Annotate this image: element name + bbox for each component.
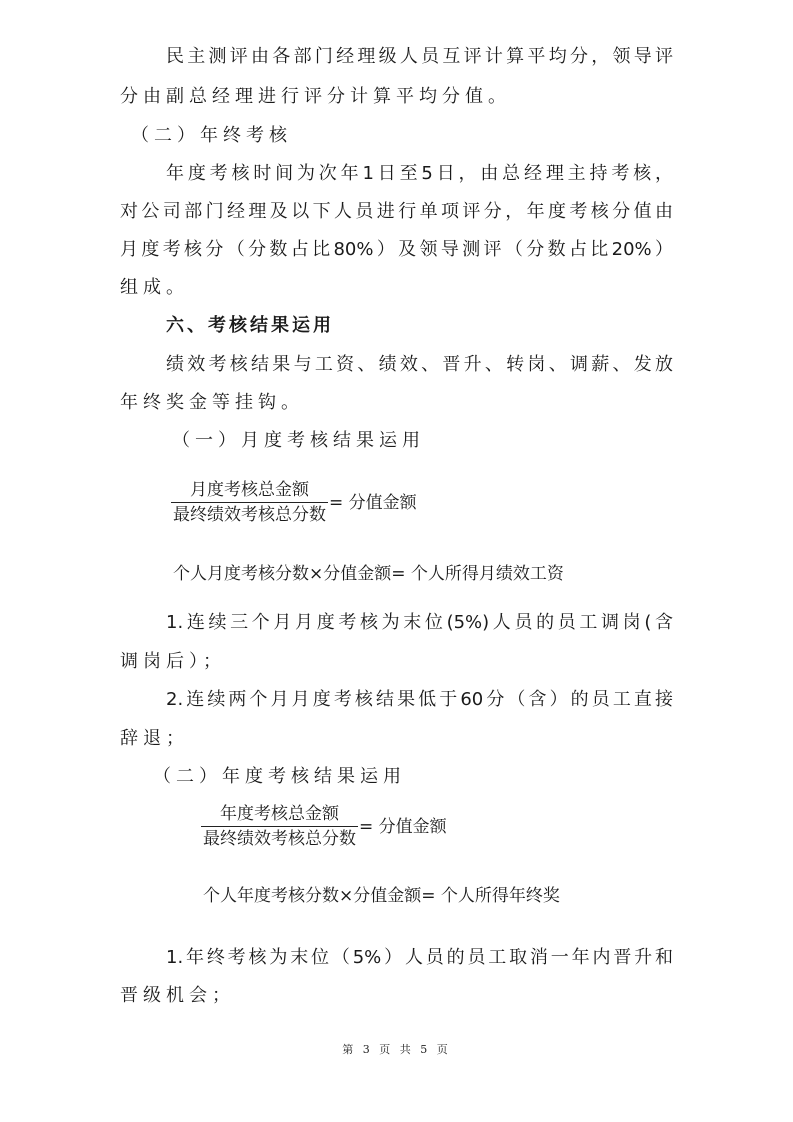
paragraph-line: 年度考核时间为次年1日至5日，由总经理主持考核， <box>166 163 673 184</box>
fraction-denominator: 最终绩效考核总分数 <box>173 505 326 525</box>
list-item-line: 晋级机会； <box>120 985 235 1006</box>
page-number-footer: 第 3 页 共 5 页 <box>342 1043 451 1056</box>
subsection-heading: （二）年度考核结果运用 <box>153 766 406 787</box>
list-item-line: 辞退； <box>120 728 189 749</box>
list-item-line: 2.连续两个月月度考核结果低于60分（含）的员工直接 <box>166 689 673 710</box>
formula-result: = 分值金额 <box>329 492 417 513</box>
paragraph-line: 组成。 <box>120 277 189 298</box>
section-heading: 六、考核结果运用 <box>166 315 334 336</box>
fraction-numerator: 年度考核总金额 <box>201 804 358 827</box>
fraction-numerator: 月度考核总金额 <box>171 480 328 503</box>
paragraph-line: 月度考核分（分数占比80%）及领导测评（分数占比20%） <box>120 239 673 260</box>
subsection-heading: （一）月度考核结果运用 <box>172 430 425 451</box>
list-item-line: 1.年终考核为末位（5%）人员的员工取消一年内晋升和 <box>166 947 673 968</box>
paragraph-line: 绩效考核结果与工资、绩效、晋升、转岗、调薪、发放 <box>166 354 673 375</box>
paragraph-line: 分由副总经理进行评分计算平均分值。 <box>120 86 511 107</box>
annual-fraction-formula <box>203 804 447 849</box>
monthly-product-formula: 个人月度考核分数×分值金额= 个人所得月绩效工资 <box>173 564 564 584</box>
paragraph-line: 民主测评由各部门经理级人员互评计算平均分，领导评 <box>166 46 673 67</box>
subsection-heading: （二）年终考核 <box>131 125 292 146</box>
fraction <box>173 480 326 525</box>
fraction-denominator: 最终绩效考核总分数 <box>203 829 356 849</box>
list-item-line: 1.连续三个月月度考核为末位(5%)人员的员工调岗(含 <box>166 612 673 633</box>
paragraph-line: 年终奖金等挂钩。 <box>120 392 304 413</box>
monthly-fraction-formula <box>173 480 417 525</box>
fraction <box>203 804 356 849</box>
paragraph-line: 对公司部门经理及以下人员进行单项评分，年度考核分值由 <box>120 201 673 222</box>
list-item-line: 调岗后）； <box>120 651 226 672</box>
annual-product-formula: 个人年度考核分数×分值金额= 个人所得年终奖 <box>203 886 560 906</box>
formula-result: = 分值金额 <box>359 816 447 837</box>
